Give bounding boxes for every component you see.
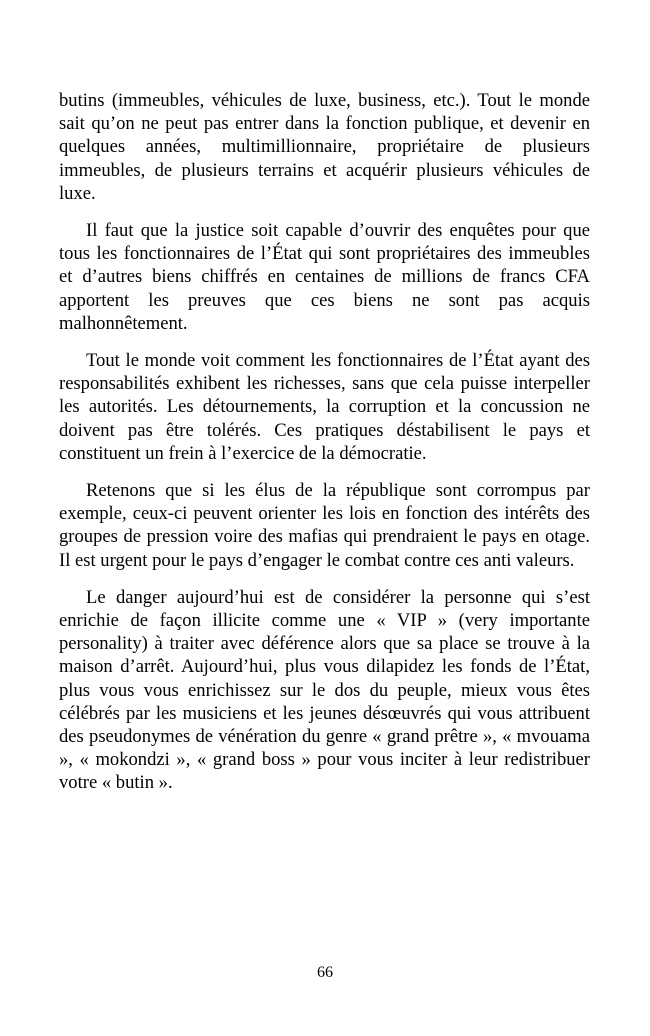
paragraph-5: Le danger aujourd’hui est de considérer la personne qui s’est enrichie de façon illicite comme une « VIP » (very importante personality) à traiter avec déférence alors que sa place se trouve à la maison d’arrêt. Aujourd’hui, plus vous dilapidez les fonds de l’État, plus vous vous enrichissez sur le dos du peuple, mieux vous êtes célébrés par les musiciens et les jeunes désœuvrés qui vous attribuent des pseudonymes de vénération du genre « grand prêtre », « mvouama », « mokondzi », « grand boss » pour vous inciter à leur redistribuer votre « butin ». [59,586,590,794]
paragraph-3: Tout le monde voit comment les fonctionnaires de l’État ayant des responsabilités exhibent les richesses, sans que cela puisse interpeller les autorités. Les détournements, la corruption et la concussion ne doivent pas être tolérés. Ces pratiques déstabilisent le pays et constituent un frein à l’exercice de la démocratie. [59,350,590,464]
paragraph-4: Retenons que si les élus de la république sont corrompus par exemple, ceux-ci peuvent orienter les lois en fonction des intérêts des groupes de pression voire des mafias qui prendraient le pays en otage. Il est urgent pour le pays d’engager le combat contre ces anti valeurs. [59,480,590,571]
paragraph-2: Il faut que la justice soit capable d’ouvrir des enquêtes pour que tous les fonctionnaires de l’État qui sont propriétaires des immeubles et d’autres biens chiffrés en centaines de millions de francs CFA apportent les preuves que ces biens ne sont pas acquis malhonnêtement. [59,220,590,334]
page-number: 66 [317,964,333,981]
paragraph-1: butins (immeubles, véhicules de luxe, business, etc.). Tout le monde sait qu’on ne peut pas entrer dans la fonction publique, et devenir en quelques années, multimillionnaire, propriétaire de plusieurs immeubles, de plusieurs terrains et acquérir plusieurs véhicules de luxe. [59,90,590,204]
page-body [59,89,590,809]
